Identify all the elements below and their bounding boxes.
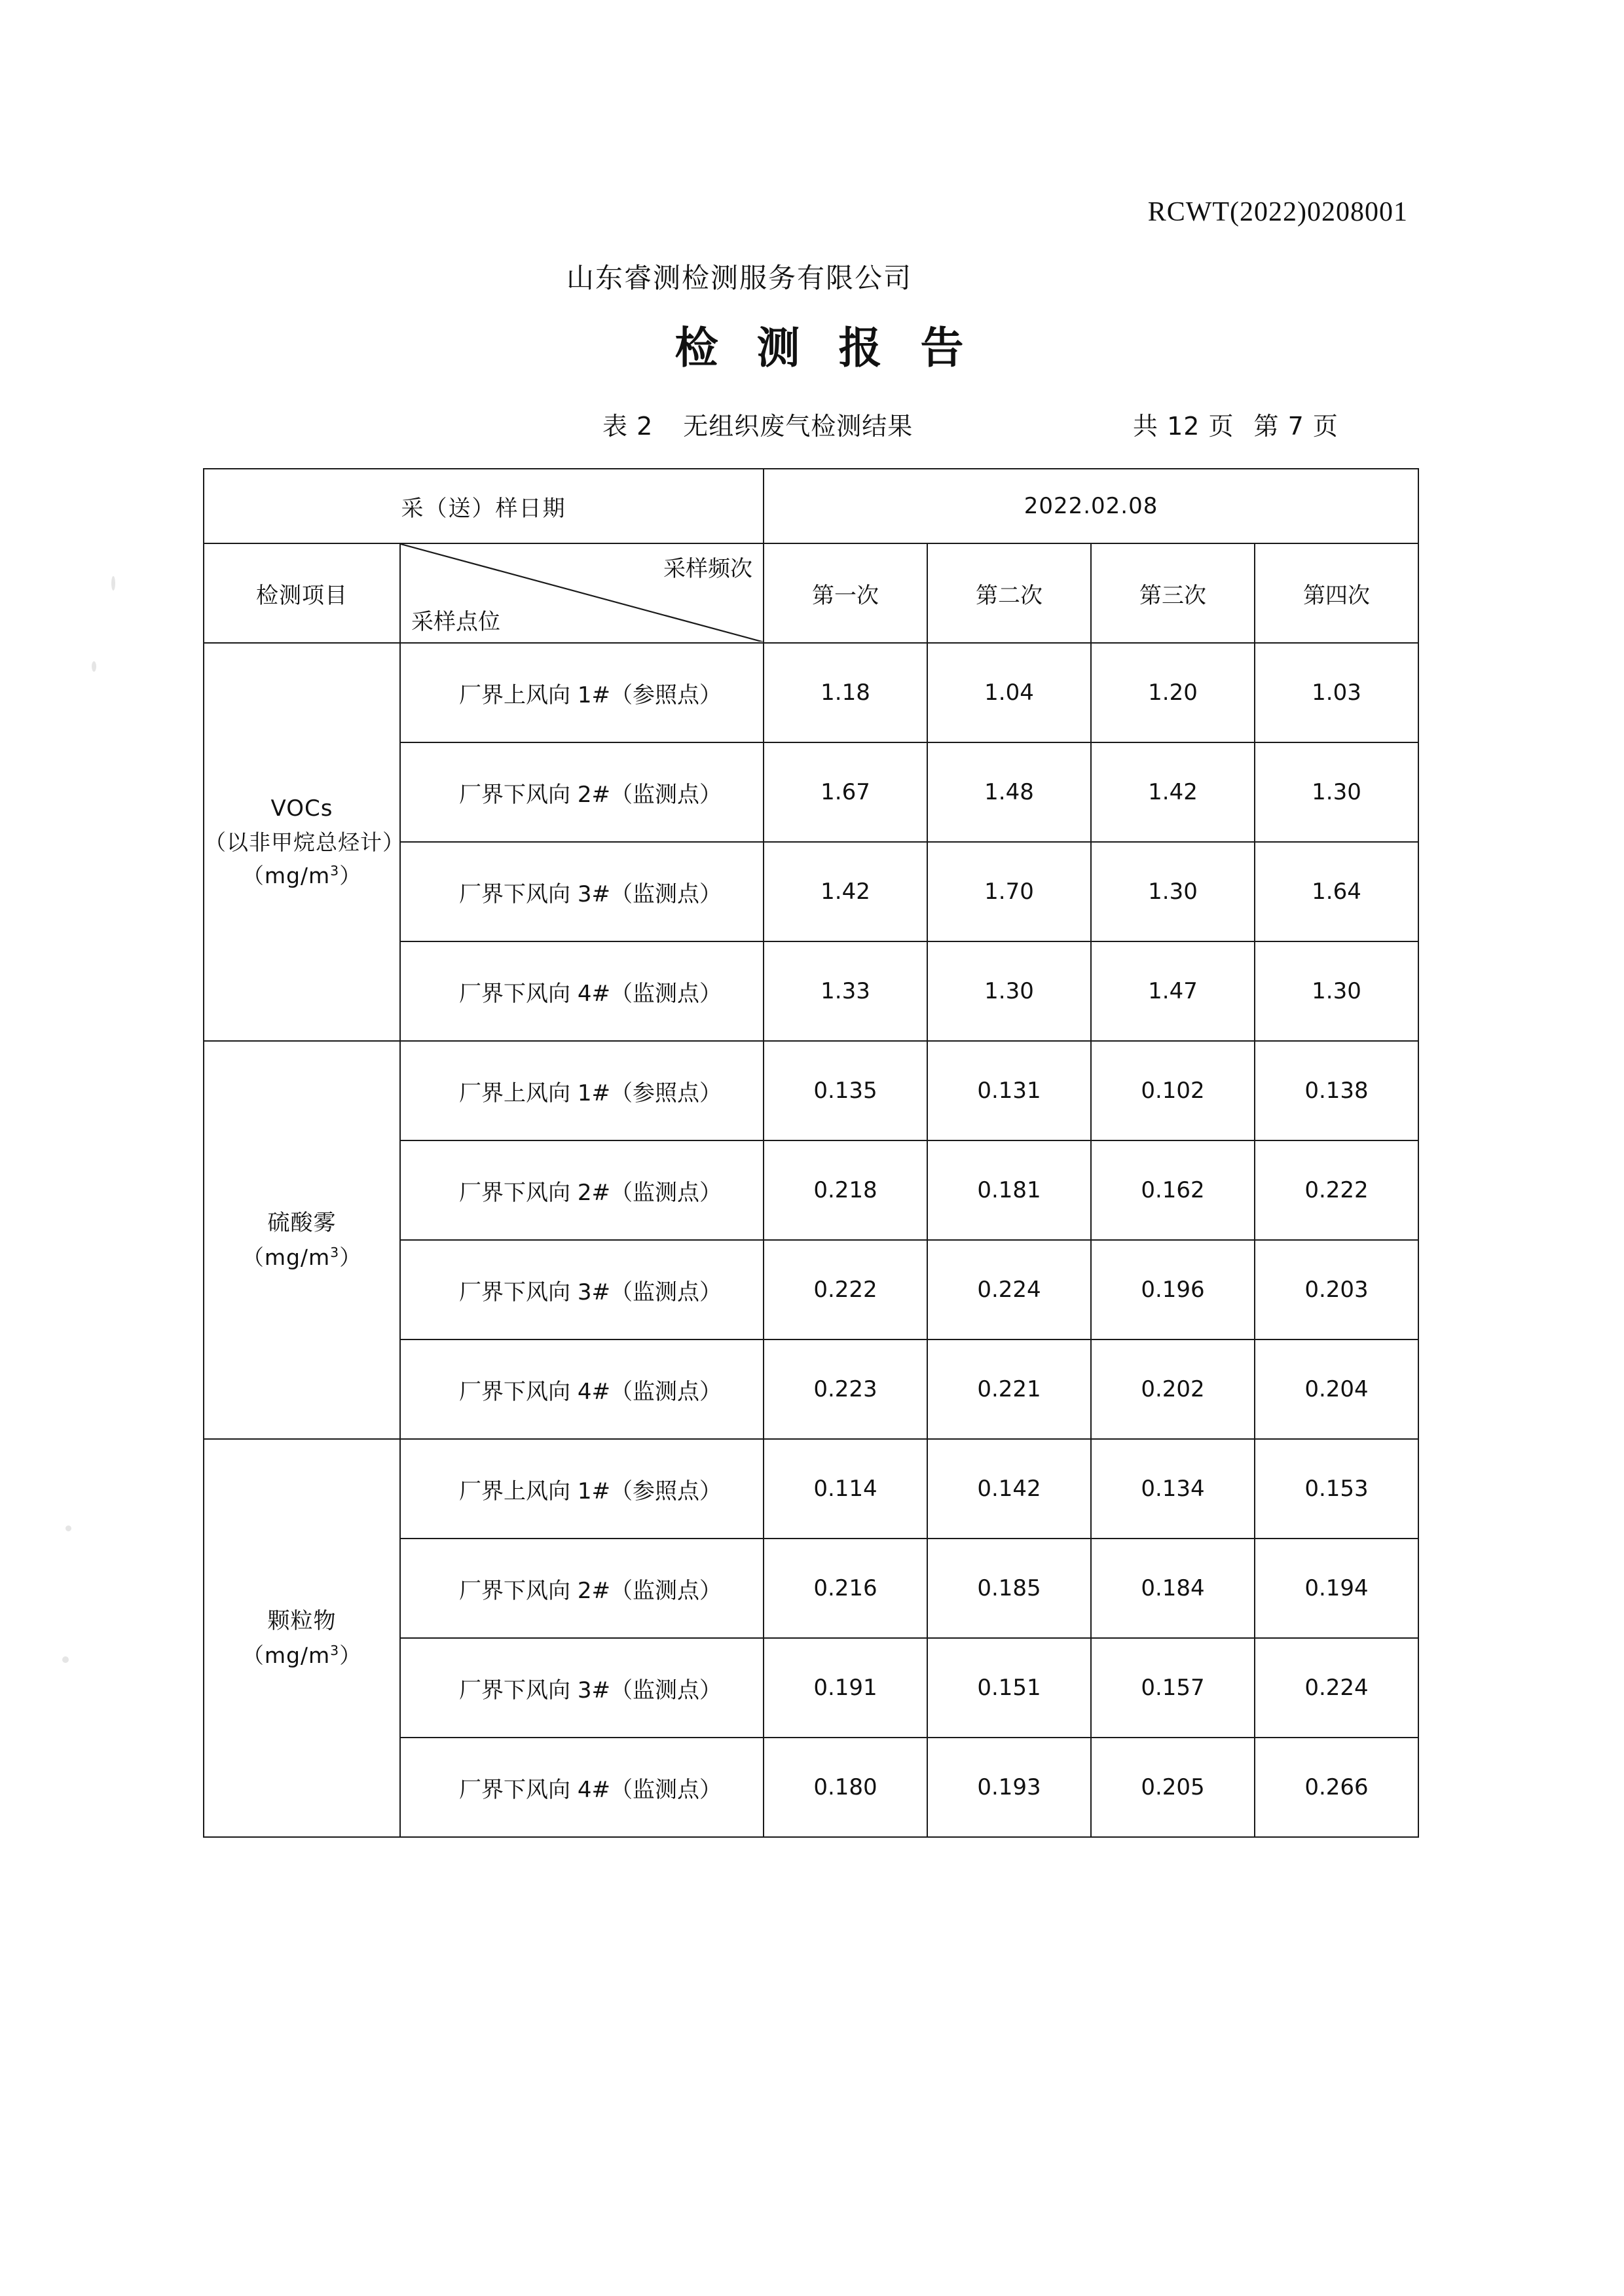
group-line-1: VOCs	[270, 795, 333, 822]
value-cell: 0.131	[927, 1041, 1091, 1140]
value-cell: 0.218	[764, 1140, 927, 1240]
column-header-2: 第二次	[927, 543, 1091, 643]
scan-speck	[65, 1525, 71, 1531]
value-cell: 1.30	[1091, 842, 1255, 941]
table-row-date	[204, 469, 1418, 543]
value-cell: 1.30	[1255, 742, 1418, 842]
sample-point: 厂界下风向 4#（监测点）	[400, 941, 764, 1041]
table-caption	[602, 406, 913, 442]
subtitle-row	[0, 406, 1624, 445]
value-cell: 1.67	[764, 742, 927, 842]
column-header-1: 第一次	[764, 543, 927, 643]
value-cell: 0.196	[1091, 1240, 1255, 1339]
value-cell: 0.135	[764, 1041, 927, 1140]
split-header-cell	[400, 543, 764, 643]
value-cell: 0.266	[1255, 1738, 1418, 1837]
page-title: 检 测 报 告	[674, 323, 976, 373]
item-header: 检测项目	[204, 543, 400, 643]
value-cell: 0.202	[1091, 1339, 1255, 1439]
value-cell: 0.162	[1091, 1140, 1255, 1240]
value-cell: 0.157	[1091, 1638, 1255, 1738]
value-cell: 0.223	[764, 1339, 927, 1439]
column-header-3: 第三次	[1091, 543, 1255, 643]
sample-point: 厂界下风向 3#（监测点）	[400, 1240, 764, 1339]
value-cell: 0.193	[927, 1738, 1091, 1837]
sample-point: 厂界下风向 3#（监测点）	[400, 842, 764, 941]
value-cell: 1.20	[1091, 643, 1255, 742]
current-page: 第 7 页	[1253, 412, 1338, 441]
value-cell: 0.134	[1091, 1439, 1255, 1539]
value-cell: 0.138	[1255, 1041, 1418, 1140]
value-cell: 1.42	[1091, 742, 1255, 842]
sample-point: 厂界下风向 2#（监测点）	[400, 1140, 764, 1240]
value-cell: 1.47	[1091, 941, 1255, 1041]
group-name-sulfuric-acid-mist	[204, 1041, 400, 1439]
date-label: 采（送）样日期	[204, 469, 764, 543]
value-cell: 0.180	[764, 1738, 927, 1837]
value-cell: 0.222	[764, 1240, 927, 1339]
group-line-1: 硫酸雾	[267, 1210, 337, 1237]
value-cell: 0.204	[1255, 1339, 1418, 1439]
value-cell: 1.03	[1255, 643, 1418, 742]
value-cell: 1.64	[1255, 842, 1418, 941]
value-cell: 0.224	[1255, 1638, 1418, 1738]
table-label: 表 2	[602, 412, 654, 441]
group-line-2: $(mg/m^3)$	[242, 1642, 362, 1668]
scan-speck	[92, 661, 96, 672]
value-cell: 1.18	[764, 643, 927, 742]
group-line-2: （以非甲烷总烃计）	[204, 829, 405, 856]
group-line-1: 颗粒物	[267, 1608, 337, 1635]
value-cell: 1.30	[1255, 941, 1418, 1041]
value-cell: 0.194	[1255, 1539, 1418, 1638]
sample-point: 厂界下风向 2#（监测点）	[400, 1539, 764, 1638]
value-cell: 1.42	[764, 842, 927, 941]
value-cell: 0.191	[764, 1638, 927, 1738]
value-cell: 0.224	[927, 1240, 1091, 1339]
value-cell: 0.216	[764, 1539, 927, 1638]
sample-point: 厂界下风向 2#（监测点）	[400, 742, 764, 842]
group-line-3: $(mg/m^3)$	[242, 863, 362, 889]
table-row-header	[204, 543, 1418, 643]
scan-speck	[62, 1656, 69, 1663]
value-cell: 1.48	[927, 742, 1091, 842]
value-cell: 0.142	[927, 1439, 1091, 1539]
value-cell: 0.153	[1255, 1439, 1418, 1539]
value-cell: 1.04	[927, 643, 1091, 742]
value-cell: 0.205	[1091, 1738, 1255, 1837]
sample-point: 厂界下风向 4#（监测点）	[400, 1339, 764, 1439]
frequency-header: 采样频次	[663, 556, 752, 582]
value-cell: 0.184	[1091, 1539, 1255, 1638]
group-line-2: $(mg/m^3)$	[242, 1244, 362, 1270]
date-value: 2022.02.08	[764, 469, 1418, 543]
value-cell: 1.33	[764, 941, 927, 1041]
report-number: RCWT(2022)0208001	[1147, 197, 1408, 227]
column-header-4: 第四次	[1255, 543, 1418, 643]
results-table-wrapper	[203, 468, 1418, 1838]
results-table	[203, 468, 1419, 1838]
point-header: 采样点位	[411, 609, 500, 635]
value-cell: 1.70	[927, 842, 1091, 941]
value-cell: 1.30	[927, 941, 1091, 1041]
page-info	[1133, 406, 1358, 442]
sample-point: 厂界上风向 1#（参照点）	[400, 1041, 764, 1140]
table-row	[204, 643, 1418, 742]
group-name-vocs	[204, 643, 405, 1041]
total-pages: 共 12 页	[1133, 412, 1234, 441]
table-row	[204, 1439, 1418, 1539]
sample-point: 厂界上风向 1#（参照点）	[400, 1439, 764, 1539]
company-name: 山东睿测检测服务有限公司	[566, 262, 913, 294]
value-cell: 0.222	[1255, 1140, 1418, 1240]
value-cell: 0.102	[1091, 1041, 1255, 1140]
value-cell: 0.203	[1255, 1240, 1418, 1339]
sample-point: 厂界下风向 4#（监测点）	[400, 1738, 764, 1837]
value-cell: 0.181	[927, 1140, 1091, 1240]
scan-speck	[111, 576, 115, 591]
value-cell: 0.151	[927, 1638, 1091, 1738]
group-name-particulate-matter	[204, 1439, 400, 1837]
sample-point: 厂界上风向 1#（参照点）	[400, 643, 764, 742]
value-cell: 0.114	[764, 1439, 927, 1539]
value-cell: 0.221	[927, 1339, 1091, 1439]
sample-point: 厂界下风向 3#（监测点）	[400, 1638, 764, 1738]
value-cell: 0.185	[927, 1539, 1091, 1638]
table-row	[204, 1041, 1418, 1140]
table-caption-text: 无组织废气检测结果	[683, 412, 913, 441]
